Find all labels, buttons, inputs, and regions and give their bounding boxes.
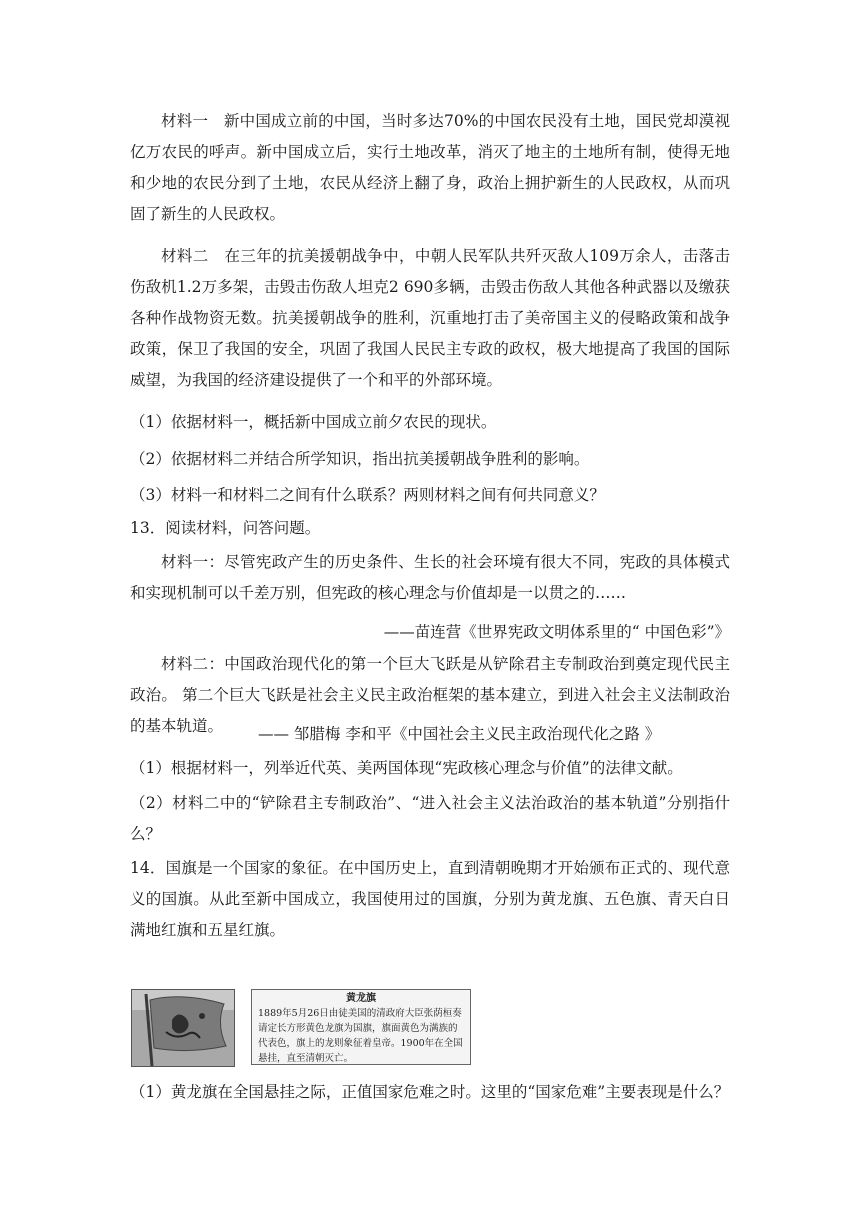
flag-caption-text: 1889年5月26日由徒美国的清政府大臣张荫桓奏请定长方形黄色龙旗为国旗，旗面黄色为满族的代表色，旗上的龙则象征着皇帝。1900年在全国悬挂，直至清朝灭亡。 (258, 1008, 463, 1064)
question-13-2: （2）材料二中的“铲除君主专制政治”、“进入社会主义法治政治的基本轨道”分别指什么？ (130, 794, 730, 843)
question-13-material-2: 材料二：中国政治现代化的第一个巨大飞跃是从铲除君主专制政治到奠定现代民主政治。 第二个巨大飞跃是社会主义民主政治框架的基本建立，到进入社会主义法制政治的基本轨道。 (130, 655, 730, 735)
yellow-dragon-flag-figure (131, 989, 471, 1067)
question-13-material-2-citation: —— 邹腊梅 李和平《中国社会主义民主政治现代化之路 》 (258, 725, 661, 743)
question-12-1: （1）依据材料一，概括新中国成立前夕农民的现状。 (130, 413, 497, 431)
flag-caption-box (251, 989, 471, 1065)
material-1-paragraph: 材料一 新中国成立前的中国，当时多达70%的中国农民没有土地，国民党却漠视亿万农民的呼声。新中国成立后，实行土地改革，消灭了地主的土地所有制，使得无地和少地的农民分到了土地，农民从经济上翻了身，政治上拥护新生的人民政权，从而巩固了新生的人民政权。 (130, 112, 730, 223)
question-12-2: （2）依据材料二并结合所学知识，指出抗美援朝战争胜利的影响。 (130, 450, 590, 468)
material-2-paragraph: 材料二 在三年的抗美援朝战争中，中朝人民军队共歼灭敌人109万余人，击落击伤敌机1.2万多架，击毁击伤敌人坦克2 690多辆，击毁击伤敌人其他各种武器以及缴获各种作战物资无数。抗美援朝战争的胜利，沉重地打击了美帝国主义的侵略政策和战争政策，保卫了我国的安全，巩固了我国人民民主专政的政权，极大地提高了我国的国际威望，为我国的经济建设提供了一个和平的外部环境。 (130, 247, 730, 389)
flag-image (132, 990, 234, 1066)
question-14-1: （1）黄龙旗在全国悬挂之际，正值国家危难之时。这里的“国家危难”主要表现是什么？ (130, 1083, 730, 1101)
question-13-heading: 13．阅读材料，问答问题。 (130, 519, 321, 537)
question-14-stem: 14．国旗是一个国家的象征。在中国历史上，直到清朝晚期才开始颁布正式的、现代意义的国旗。从此至新中国成立，我国使用过的国旗，分别为黄龙旗、五色旗、青天白日满地红旗和五星红旗。 (130, 859, 730, 939)
question-13-1: （1）根据材料一，列举近代英、美两国体现“宪政核心理念与价值”的法律文献。 (130, 759, 683, 777)
flag-caption-title: 黄龙旗 (346, 993, 376, 1004)
question-12-3: （3）材料一和材料二之间有什么联系？两则材料之间有何共同意义？ (130, 486, 605, 504)
question-13-material-1: 材料一：尽管宪政产生的历史条件、生长的社会环境有很大不同，宪政的具体模式和实现机制可以千差万别，但宪政的核心理念与价值却是一以贯之的…… (130, 553, 730, 602)
question-13-material-1-citation: ——苗连营《世界宪政文明体系里的“ 中国色彩”》 (383, 623, 730, 641)
yellow-dragon-flag-photo (131, 989, 235, 1067)
